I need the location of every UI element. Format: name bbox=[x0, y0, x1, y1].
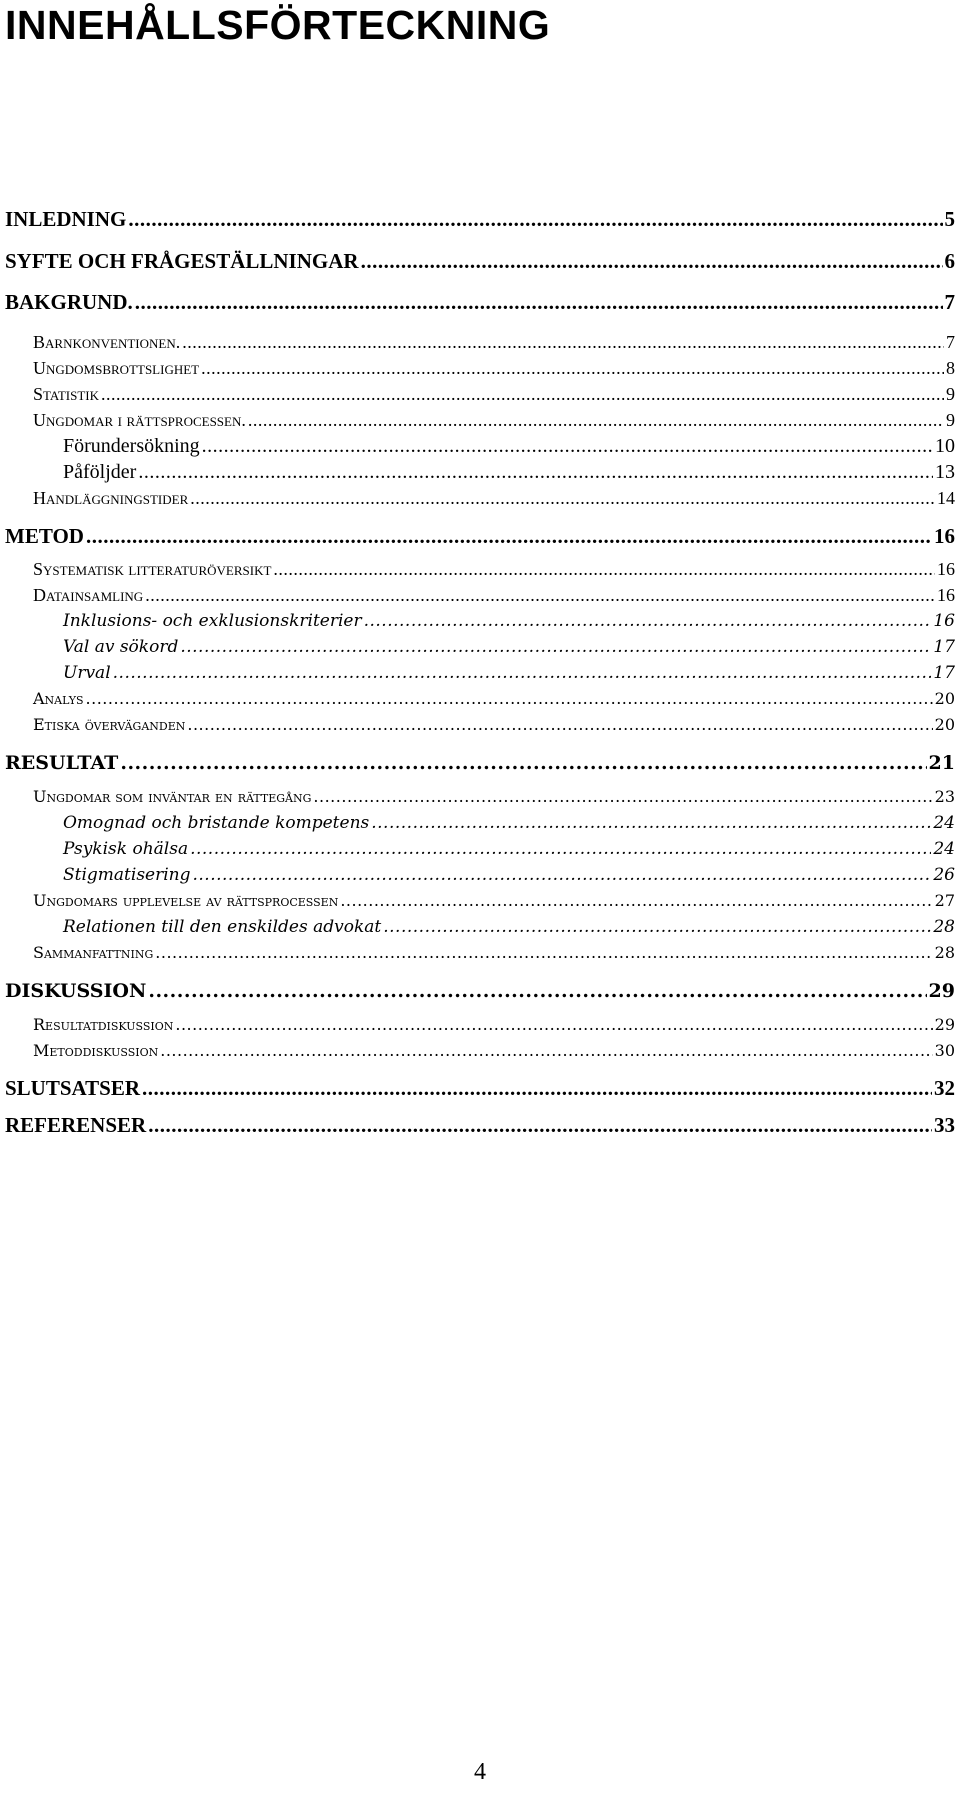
toc-entry-label: Påföljder bbox=[63, 461, 137, 483]
toc-leader-dots bbox=[273, 556, 935, 582]
toc-entry-etiska-overvaganden[interactable] bbox=[5, 712, 955, 738]
toc-entry-page: 29 bbox=[928, 980, 955, 1002]
toc-entry-label: Psykisk ohälsa bbox=[63, 839, 189, 859]
toc-entry-label: Analys bbox=[33, 689, 84, 708]
toc-leader-dots bbox=[148, 1110, 932, 1140]
toc-entry-analys[interactable] bbox=[5, 686, 955, 712]
toc-leader-dots bbox=[182, 329, 944, 355]
toc-leader-dots bbox=[138, 459, 933, 485]
toc-entry-label: Ungdomars upplevelse av rättsprocessen bbox=[33, 891, 339, 910]
toc-entry-label: BAKGRUND. bbox=[5, 290, 133, 314]
toc-entry-label: Förundersökning bbox=[63, 435, 200, 457]
toc-entry-page: 13 bbox=[935, 461, 955, 483]
toc-leader-dots bbox=[120, 748, 926, 778]
toc-entry-resultat[interactable] bbox=[5, 748, 955, 778]
toc-leader-dots bbox=[361, 246, 943, 276]
toc-entry-pafoljder[interactable] bbox=[5, 459, 955, 485]
toc-entry-psykisk-ohalsa[interactable] bbox=[5, 836, 955, 862]
toc-leader-dots bbox=[148, 976, 926, 1006]
toc-entry-stigmatisering[interactable] bbox=[5, 862, 955, 888]
toc-entry-page: 28 bbox=[933, 917, 955, 937]
toc-entry-bakgrund[interactable] bbox=[5, 287, 955, 317]
toc-leader-dots bbox=[101, 381, 944, 407]
toc-entry-label: METOD bbox=[5, 524, 84, 548]
toc-entry-syfte[interactable] bbox=[5, 246, 955, 276]
toc-entry-inklusionskriterier[interactable] bbox=[5, 608, 955, 634]
page-title: INNEHÅLLSFÖRTECKNING bbox=[5, 2, 551, 48]
toc-leader-dots bbox=[160, 1038, 932, 1064]
toc-entry-page: 17 bbox=[933, 637, 955, 657]
toc-entry-page: 10 bbox=[935, 435, 955, 457]
toc-entry-page: 33 bbox=[934, 1113, 955, 1137]
toc-entry-ungdomar-som-invantar[interactable] bbox=[5, 784, 955, 810]
toc-entry-label: Statistik bbox=[33, 384, 100, 404]
toc-leader-dots bbox=[113, 660, 932, 686]
toc-entry-slutsatser[interactable] bbox=[5, 1073, 955, 1103]
toc-entry-handlaggningstider[interactable] bbox=[5, 485, 955, 511]
toc-entry-page: 23 bbox=[934, 787, 955, 806]
toc-leader-dots bbox=[180, 634, 931, 660]
toc-entry-page: 27 bbox=[934, 891, 955, 910]
toc-entry-relationen-advokat[interactable] bbox=[5, 914, 955, 940]
toc-entry-datainsamling[interactable] bbox=[5, 582, 955, 608]
toc-entry-statistik[interactable] bbox=[5, 381, 955, 407]
toc-entry-inledning[interactable] bbox=[5, 204, 955, 234]
toc-leader-dots bbox=[371, 810, 931, 836]
toc-entry-label: Relationen till den enskildes advokat bbox=[63, 917, 382, 937]
toc-entry-barnkonventionen[interactable] bbox=[5, 329, 955, 355]
toc-entry-page: 20 bbox=[934, 715, 955, 734]
toc-leader-dots bbox=[340, 888, 932, 914]
toc-entry-page: 24 bbox=[933, 839, 955, 859]
toc-leader-dots bbox=[313, 784, 932, 810]
toc-entry-page: 16 bbox=[934, 524, 955, 548]
toc-entry-label: Inklusions- och exklusionskriterier bbox=[63, 611, 362, 631]
toc-leader-dots bbox=[202, 433, 933, 459]
toc-entry-label: Metoddiskussion bbox=[33, 1041, 159, 1060]
toc-entry-ungdomar-i-rattsprocessen[interactable] bbox=[5, 407, 955, 433]
toc-entry-page: 17 bbox=[933, 663, 955, 683]
toc-entry-urval[interactable] bbox=[5, 660, 955, 686]
toc-entry-label: Barnkonventionen. bbox=[33, 332, 181, 352]
toc-entry-page: 21 bbox=[928, 752, 955, 774]
toc-entry-label: SLUTSATSER bbox=[5, 1076, 141, 1100]
toc-leader-dots bbox=[128, 204, 942, 234]
toc-entry-label: SYFTE OCH FRÅGESTÄLLNINGAR bbox=[5, 249, 359, 273]
toc-entry-val-av-sokord[interactable] bbox=[5, 634, 955, 660]
toc-entry-page: 26 bbox=[933, 865, 955, 885]
toc-leader-dots bbox=[175, 1012, 932, 1038]
toc-entry-label: Sammanfattning bbox=[33, 943, 154, 962]
toc-leader-dots bbox=[190, 485, 935, 511]
toc-leader-dots bbox=[187, 712, 932, 738]
toc-entry-label: Ungdomar i rättsprocessen. bbox=[33, 410, 246, 430]
toc-entry-diskussion[interactable] bbox=[5, 976, 955, 1006]
toc-entry-forundersokning[interactable] bbox=[5, 433, 955, 459]
toc-entry-page: 32 bbox=[934, 1076, 955, 1100]
toc-entry-label: Datainsamling bbox=[33, 585, 144, 605]
toc-entry-omognad[interactable] bbox=[5, 810, 955, 836]
toc-entry-metoddiskussion[interactable] bbox=[5, 1038, 955, 1064]
toc-entry-label: Systematisk litteraturöversikt bbox=[33, 559, 272, 579]
toc-entry-page: 30 bbox=[934, 1041, 955, 1060]
toc-entry-systematisk-litteraturoversikt[interactable] bbox=[5, 556, 955, 582]
toc-entry-label: Stigmatisering bbox=[63, 865, 191, 885]
toc-entry-page: 24 bbox=[933, 813, 955, 833]
toc-entry-page: 28 bbox=[934, 943, 955, 962]
toc-entry-ungdomsbrottslighet[interactable] bbox=[5, 355, 955, 381]
toc-entry-page: 16 bbox=[933, 611, 955, 631]
toc-entry-page: 5 bbox=[944, 207, 955, 231]
toc-entry-page: 7 bbox=[946, 332, 955, 352]
toc-entry-page: 7 bbox=[944, 290, 955, 314]
toc-entry-label: Val av sökord bbox=[63, 637, 179, 657]
toc-entry-label: RESULTAT bbox=[5, 752, 119, 774]
toc-leader-dots bbox=[86, 686, 933, 712]
toc-entry-page: 16 bbox=[937, 559, 955, 579]
toc-leader-dots bbox=[145, 582, 935, 608]
toc-entry-label: Resultatdiskussion bbox=[33, 1015, 174, 1034]
toc-entry-label: Ungdomsbrottslighet bbox=[33, 358, 200, 378]
toc-entry-ungdomars-upplevelse[interactable] bbox=[5, 888, 955, 914]
toc-leader-dots bbox=[383, 914, 931, 940]
toc-entry-label: INLEDNING bbox=[5, 207, 127, 231]
toc-entry-label: Etiska överväganden bbox=[33, 715, 186, 734]
toc-leader-dots bbox=[248, 407, 944, 433]
toc-entry-label: Urval bbox=[63, 663, 111, 683]
toc-leader-dots bbox=[364, 608, 932, 634]
toc-entry-label: Omognad och bristande kompetens bbox=[63, 813, 370, 833]
toc-entry-referenser[interactable] bbox=[5, 1110, 955, 1140]
toc-entry-label: REFERENSER bbox=[5, 1113, 147, 1137]
toc-entry-page: 6 bbox=[944, 249, 955, 273]
page-number: 4 bbox=[474, 1759, 486, 1785]
toc-leader-dots bbox=[193, 862, 932, 888]
toc-entry-page: 9 bbox=[946, 384, 955, 404]
toc-entry-sammanfattning[interactable] bbox=[5, 940, 955, 966]
toc-entry-metod[interactable] bbox=[5, 521, 955, 551]
toc-leader-dots bbox=[86, 521, 932, 551]
toc-entry-page: 20 bbox=[934, 689, 955, 708]
toc-entry-resultatdiskussion[interactable] bbox=[5, 1012, 955, 1038]
toc-leader-dots bbox=[190, 836, 931, 862]
toc-leader-dots bbox=[201, 355, 944, 381]
toc-entry-page: 14 bbox=[937, 488, 955, 508]
toc-entry-label: Ungdomar som inväntar en rättegång bbox=[33, 787, 312, 806]
toc-leader-dots bbox=[142, 1073, 932, 1103]
toc-entry-page: 29 bbox=[934, 1015, 955, 1034]
toc-leader-dots bbox=[155, 940, 932, 966]
toc-entry-label: Handläggningstider bbox=[33, 488, 189, 508]
toc-leader-dots bbox=[135, 287, 943, 317]
toc-entry-page: 8 bbox=[946, 358, 955, 378]
toc-entry-label: DISKUSSION bbox=[5, 980, 147, 1002]
toc-entry-page: 16 bbox=[937, 585, 955, 605]
toc-entry-page: 9 bbox=[946, 410, 955, 430]
